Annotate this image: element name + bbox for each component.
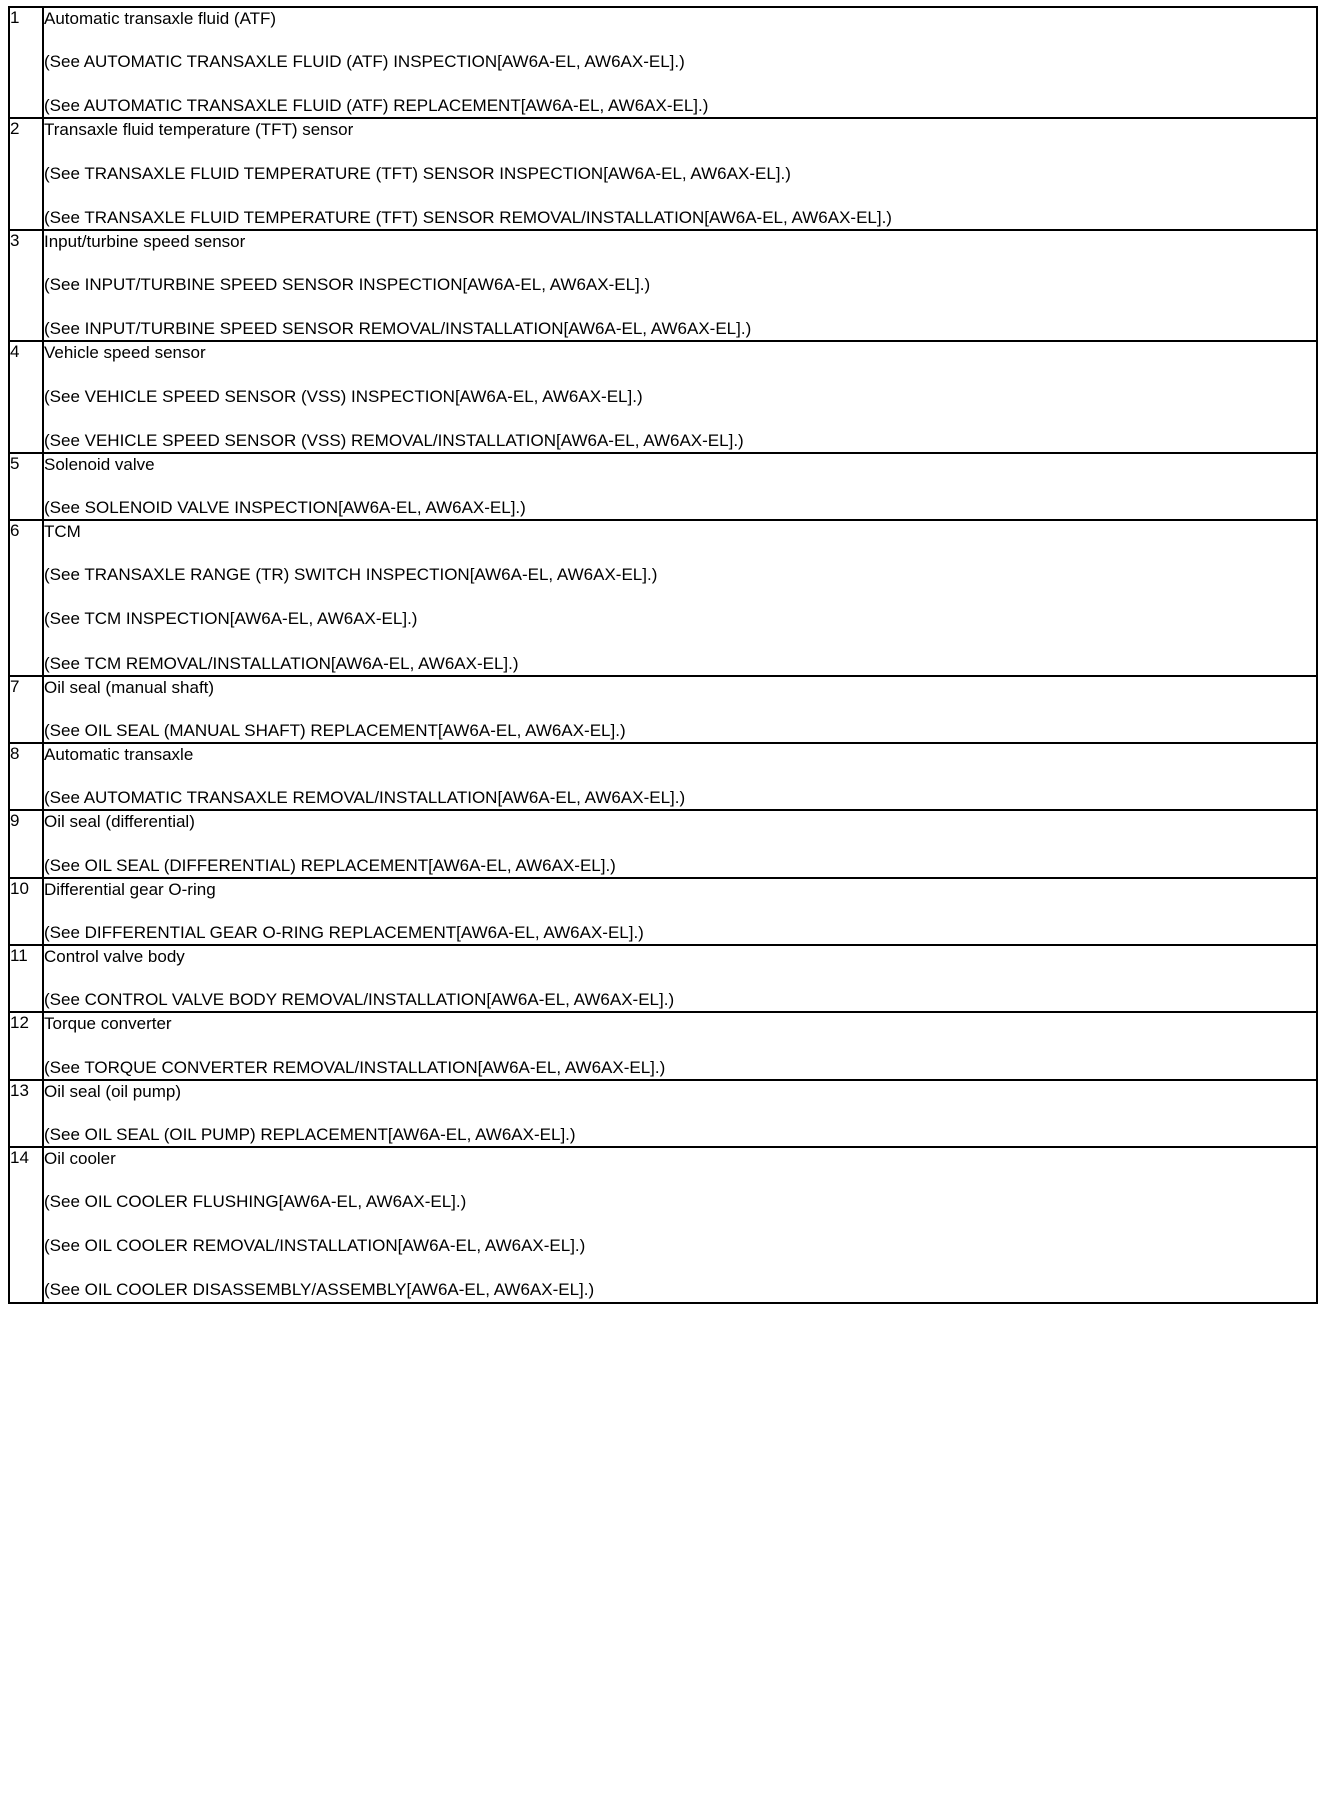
table-row [9,520,1317,676]
reference-link[interactable]: (See OIL SEAL (MANUAL SHAFT) REPLACEMENT[AW6A-EL, AW6AX-EL].) [44,720,626,740]
reference-link[interactable]: (See AUTOMATIC TRANSAXLE FLUID (ATF) REPLACEMENT[AW6A-EL, AW6AX-EL].) [44,96,709,116]
table-row [9,1147,1317,1303]
reference-link[interactable]: (See OIL SEAL (OIL PUMP) REPLACEMENT[AW6A-EL, AW6AX-EL].) [44,1124,576,1144]
item-number: 4 [9,341,43,452]
table-row [9,1012,1317,1079]
table-row [9,810,1317,877]
table-row [9,230,1317,341]
item-content [43,230,1317,341]
reference-link[interactable]: (See INPUT/TURBINE SPEED SENSOR INSPECTION[AW6A-EL, AW6AX-EL].) [44,275,651,295]
item-content [43,7,1317,118]
item-number: 1 [9,7,43,118]
reference-link[interactable]: (See VEHICLE SPEED SENSOR (VSS) INSPECTION[AW6A-EL, AW6AX-EL].) [44,386,643,406]
table-row [9,878,1317,945]
reference-link[interactable]: (See TRANSAXLE FLUID TEMPERATURE (TFT) SENSOR INSPECTION[AW6A-EL, AW6AX-EL].) [44,163,791,183]
table-row [9,453,1317,520]
reference-link[interactable]: (See AUTOMATIC TRANSAXLE FLUID (ATF) INSPECTION[AW6A-EL, AW6AX-EL].) [44,52,685,72]
table-row [9,676,1317,743]
item-title: Control valve body [44,947,185,966]
table-body [9,7,1317,1303]
reference-link[interactable]: (See TCM REMOVAL/INSTALLATION[AW6A-EL, AW6AX-EL].) [44,653,519,673]
reference-link[interactable]: (See TRANSAXLE FLUID TEMPERATURE (TFT) SENSOR REMOVAL/INSTALLATION[AW6A-EL, AW6AX-EL].) [44,207,892,227]
item-number: 9 [9,810,43,877]
reference-link[interactable]: (See TRANSAXLE RANGE (TR) SWITCH INSPECTION[AW6A-EL, AW6AX-EL].) [44,565,658,585]
item-title: TCM [44,522,81,542]
reference-link[interactable]: (See OIL SEAL (DIFFERENTIAL) REPLACEMENT[AW6A-EL, AW6AX-EL].) [44,855,616,875]
item-title: Input/turbine speed sensor [44,231,246,251]
item-content [43,1147,1317,1303]
table-row [9,341,1317,452]
item-content [43,1012,1317,1079]
item-title: Torque converter [44,1014,172,1034]
reference-link[interactable]: (See TORQUE CONVERTER REMOVAL/INSTALLATION[AW6A-EL, AW6AX-EL].) [44,1057,666,1077]
item-content [43,810,1317,877]
item-number: 3 [9,230,43,341]
item-title: Oil seal (manual shaft) [44,677,215,697]
reference-link[interactable]: (See DIFFERENTIAL GEAR O-RING REPLACEMENT[AW6A-EL, AW6AX-EL].) [44,922,644,942]
item-title: Solenoid valve [44,454,155,474]
item-number: 13 [9,1080,43,1147]
table-row [9,118,1317,229]
item-number: 5 [9,453,43,520]
table-row [9,1080,1317,1147]
item-number: 7 [9,676,43,743]
reference-link[interactable]: (See CONTROL VALVE BODY REMOVAL/INSTALLATION[AW6A-EL, AW6AX-EL].) [44,990,675,1010]
item-title: Transaxle fluid temperature (TFT) sensor [44,120,354,140]
item-number: 6 [9,520,43,676]
item-title: Oil seal (oil pump) [44,1081,181,1101]
reference-link[interactable]: (See INPUT/TURBINE SPEED SENSOR REMOVAL/INSTALLATION[AW6A-EL, AW6AX-EL].) [44,319,752,339]
parts-reference-table [8,6,1318,1304]
item-number: 8 [9,743,43,810]
item-content [43,1080,1317,1147]
item-content [43,743,1317,810]
item-content [43,878,1317,945]
table-row [9,7,1317,118]
reference-link[interactable]: (See OIL COOLER REMOVAL/INSTALLATION[AW6A-EL, AW6AX-EL].) [44,1236,586,1256]
item-content [43,945,1317,1012]
item-title: Oil seal (differential) [44,812,195,832]
reference-link[interactable]: (See OIL COOLER DISASSEMBLY/ASSEMBLY[AW6A-EL, AW6AX-EL].) [44,1280,595,1300]
item-content [43,118,1317,229]
table-row [9,743,1317,810]
reference-link[interactable]: (See TCM INSPECTION[AW6A-EL, AW6AX-EL].) [44,609,418,629]
item-number: 10 [9,878,43,945]
item-content [43,676,1317,743]
item-number: 14 [9,1147,43,1303]
item-title: Automatic transaxle [44,744,194,764]
item-number: 11 [9,945,43,1012]
item-title: Vehicle speed sensor [44,343,206,363]
item-number: 12 [9,1012,43,1079]
item-content [43,520,1317,676]
item-title: Oil cooler [44,1149,116,1169]
item-title: Automatic transaxle fluid (ATF) [44,9,277,28]
table-row [9,945,1317,1012]
item-number: 2 [9,118,43,229]
item-content [43,453,1317,520]
item-content [43,341,1317,452]
item-title: Differential gear O-ring [44,879,216,899]
reference-link[interactable]: (See SOLENOID VALVE INSPECTION[AW6A-EL, AW6AX-EL].) [44,498,526,517]
reference-link[interactable]: (See AUTOMATIC TRANSAXLE REMOVAL/INSTALLATION[AW6A-EL, AW6AX-EL].) [44,788,686,808]
reference-link[interactable]: (See VEHICLE SPEED SENSOR (VSS) REMOVAL/INSTALLATION[AW6A-EL, AW6AX-EL].) [44,430,744,450]
reference-link[interactable]: (See OIL COOLER FLUSHING[AW6A-EL, AW6AX-EL].) [44,1192,467,1212]
